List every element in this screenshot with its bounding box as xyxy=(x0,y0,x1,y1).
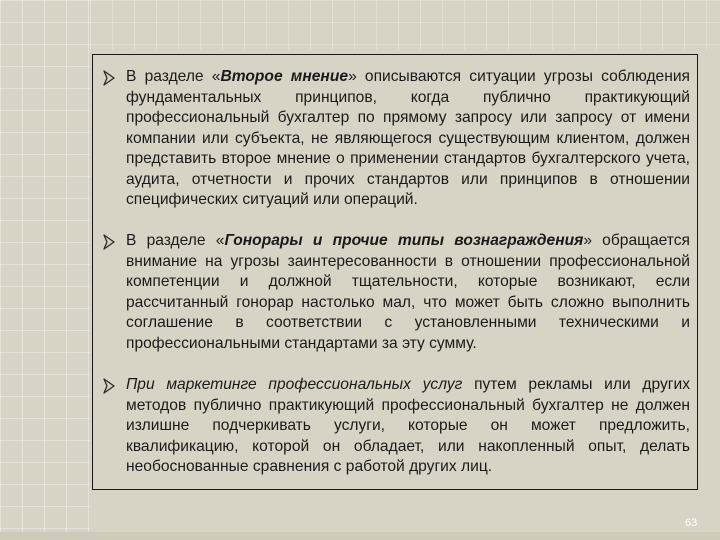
background-grid-left xyxy=(0,0,90,540)
bullet-emphasis: При маркетинге профессиональных услуг xyxy=(126,376,463,393)
background-grid-top xyxy=(90,0,720,50)
bullet-text xyxy=(126,67,690,211)
bullet-text-rest: » обращается внимание на угрозы заинтересованности в отношении профессиональной компетенции и должной тщательности, которые возникают, если рассчитанный гонорар настолько мал, что может быть сложно выполнить соглашение в соответствии с установленными техническими и профессиональными стандартами за эту сумму. xyxy=(126,232,690,352)
footer-bar xyxy=(0,532,720,540)
bullet-emphasis: Гонорары и прочие типы вознаграждения xyxy=(224,232,584,249)
arrow-bullet-icon xyxy=(103,234,115,250)
slide-content-box xyxy=(92,54,698,490)
arrow-bullet-icon xyxy=(103,378,115,394)
bullet-emphasis: Второе мнение xyxy=(220,68,349,85)
bullet-text-lead: В разделе « xyxy=(126,68,221,85)
arrow-bullet-icon xyxy=(103,70,115,86)
bullet-text-rest: » описываются ситуации угрозы соблюдения фундаментальных принципов, когда публично практикующий профессиональный бухгалтер по прямому запросу или запросу от имени компании или субъекта, не являющегося существующим клиентом, должен представить второе мнение о применении стандартов бухгалтерского учета, аудита, отчетности и прочих стандартов или принципов в отношении специфических ситуаций или операций. xyxy=(126,68,690,208)
page-number: 63 xyxy=(685,517,698,529)
bullet-text-rest: путем рекламы или других методов публично практикующий профессиональный бухгалтер не должен излишне подчеркивать услуги, которые он может предложить, квалификацию, которой он обладает, или накопленный опыт, делать необоснованные сравнения с работой других лиц. xyxy=(126,376,690,475)
bullet-text xyxy=(126,375,690,478)
bullet-text xyxy=(126,231,690,354)
bullet-text-lead: В разделе « xyxy=(126,232,225,249)
